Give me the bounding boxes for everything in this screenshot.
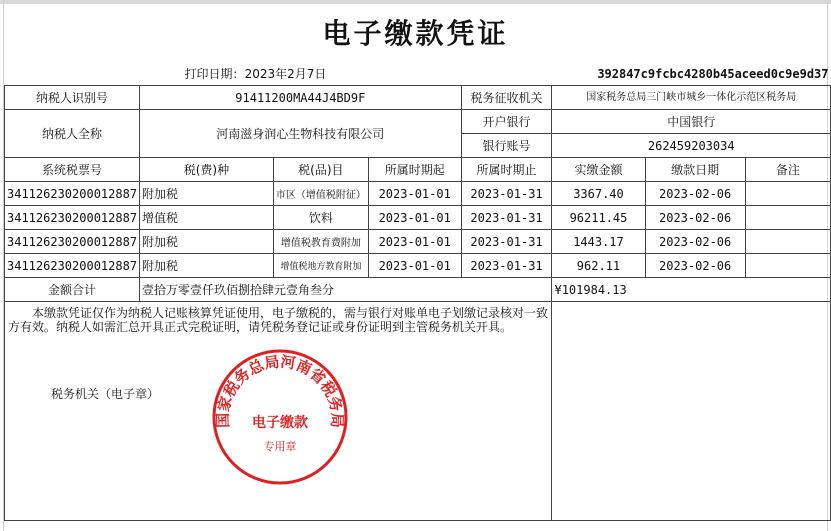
total-row [5, 278, 831, 302]
row-amount: 96211.45 [552, 206, 645, 230]
document-title: 电子缴款凭证 [322, 17, 509, 50]
header-from: 所属时期起 [368, 158, 461, 182]
header-type: 税(费)种 [140, 158, 274, 182]
row-to: 2023-01-31 [461, 182, 552, 206]
tax-authority: 国家税务总局三门峡市城乡一体化示范区税务局 [552, 86, 831, 110]
row-note [745, 254, 830, 278]
taxpayer-id-row [5, 86, 831, 110]
row-ticket: 341126230200012887 [5, 254, 140, 278]
row-to: 2023-01-31 [461, 230, 552, 254]
header-note: 备注 [745, 158, 830, 182]
print-date-label: 打印日期： [184, 67, 245, 81]
note-right-blank [552, 302, 831, 521]
table-row [5, 182, 831, 206]
row-from: 2023-01-01 [368, 254, 461, 278]
total-amount: ¥101984.13 [552, 278, 831, 302]
row-amount: 3367.40 [552, 182, 645, 206]
table-row [5, 230, 831, 254]
tax-authority-label: 税务征收机关 [461, 86, 552, 110]
row-from: 2023-01-01 [368, 182, 461, 206]
tax-authority-sign-label: 税务机关（电子章） [51, 387, 160, 401]
row-to: 2023-01-31 [461, 206, 552, 230]
seal-bottom-text: 专用章 [263, 440, 297, 453]
row-type: 附加税 [140, 182, 274, 206]
taxpayer-name-row [5, 110, 831, 134]
voucher-table [4, 62, 831, 521]
row-from: 2023-01-01 [368, 230, 461, 254]
taxpayer-id-label: 纳税人识别号 [5, 86, 140, 110]
note-text: 本缴款凭证仅作为纳税人记账核算凭证使用，电子缴税的，需与银行对账单电子划缴记录核对一致方有效。纳税人如需汇总开具正式完税证明，请凭税务登记证或身份证明到主管税务机关开具。 [8, 306, 549, 334]
row-item: 市区（增值税附征） [273, 182, 368, 206]
window-top-border [0, 0, 831, 4]
header-date: 缴款日期 [645, 158, 745, 182]
row-item: 增值税地方教育附加 [273, 254, 368, 278]
row-item: 饮料 [273, 206, 368, 230]
seal-center-text: 电子缴款 [252, 415, 308, 431]
account-number: 262459203034 [552, 134, 831, 158]
bank-label: 开户银行 [461, 110, 552, 134]
official-seal [210, 347, 350, 487]
row-note [745, 230, 830, 254]
row-ticket: 341126230200012887 [5, 230, 140, 254]
table-row [5, 206, 831, 230]
row-item: 增值税教育费附加 [273, 230, 368, 254]
row-date: 2023-02-06 [645, 182, 745, 206]
row-to: 2023-01-31 [461, 254, 552, 278]
row-amount: 1443.17 [552, 230, 645, 254]
row-date: 2023-02-06 [645, 254, 745, 278]
row-type: 增值税 [140, 206, 274, 230]
row-from: 2023-01-01 [368, 206, 461, 230]
row-date: 2023-02-06 [645, 230, 745, 254]
row-type: 附加税 [140, 230, 274, 254]
total-in-words: 壹拾万零壹仟玖佰捌拾肆元壹角叁分 [140, 278, 552, 302]
voucher-code: 392847c9fcbc4280b45aceed0c9e9d37 [597, 66, 829, 81]
row-ticket: 341126230200012887 [5, 206, 140, 230]
taxpayer-name: 河南滋身润心生物科技有限公司 [140, 110, 462, 158]
row-type: 附加税 [140, 254, 274, 278]
row-amount: 962.11 [552, 254, 645, 278]
print-info-row [5, 62, 831, 86]
taxpayer-id: 91411200MA44J4BD9F [140, 86, 462, 110]
note-cell [5, 302, 552, 521]
header-amount: 实缴金额 [552, 158, 645, 182]
row-ticket: 341126230200012887 [5, 182, 140, 206]
table-row [5, 254, 831, 278]
bank-name: 中国银行 [552, 110, 831, 134]
total-label: 金额合计 [5, 278, 140, 302]
header-item: 税(品)目 [273, 158, 368, 182]
row-note [745, 182, 830, 206]
header-ticket: 系统税票号 [5, 158, 140, 182]
row-note [745, 206, 830, 230]
header-to: 所属时期止 [461, 158, 552, 182]
note-row [5, 302, 831, 521]
table-header-row [5, 158, 831, 182]
taxpayer-name-label: 纳税人全称 [5, 110, 140, 158]
row-date: 2023-02-06 [645, 206, 745, 230]
seal-ring-text: 国家税务总局河南省税务局 [213, 352, 347, 429]
print-date: 2023年2月7日 [244, 67, 327, 81]
account-label: 银行账号 [461, 134, 552, 158]
